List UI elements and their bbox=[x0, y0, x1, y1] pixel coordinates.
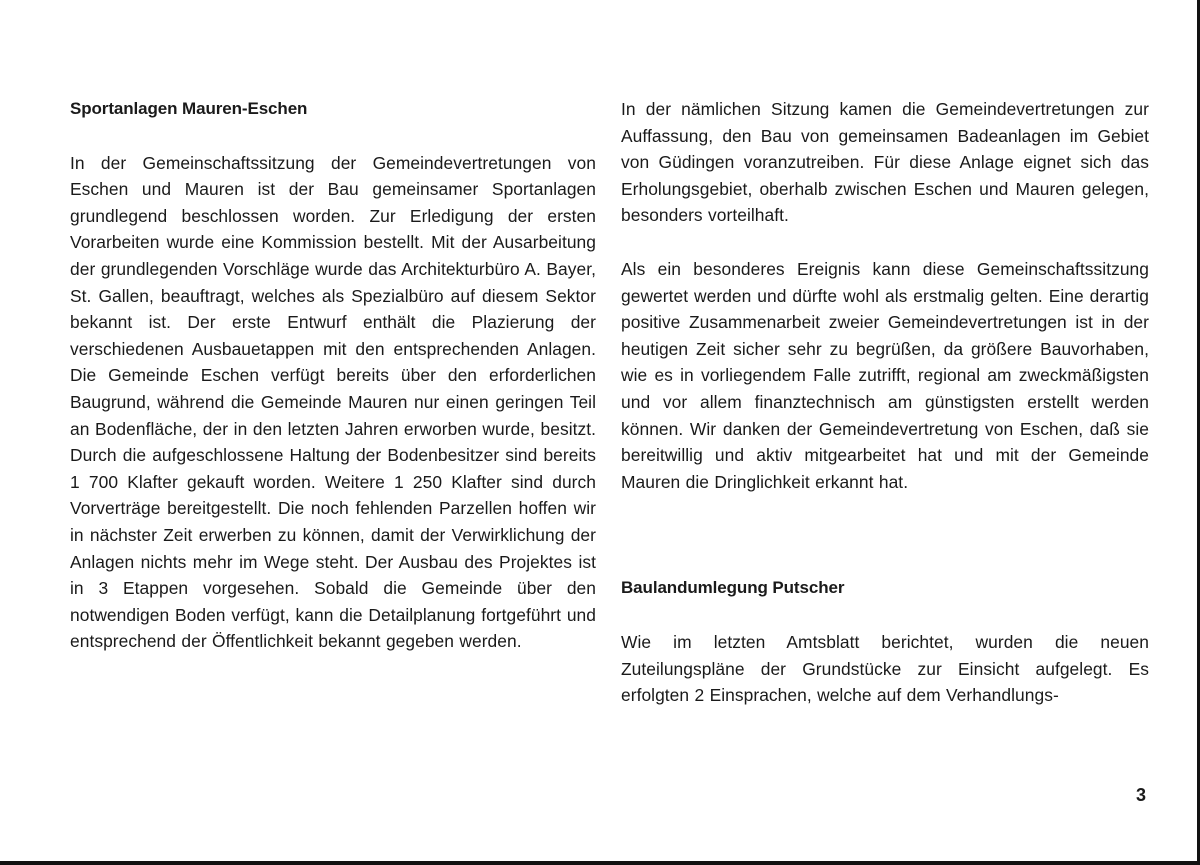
page-number: 3 bbox=[1136, 785, 1147, 805]
paragraph-baulandumlegung: Wie im letzten Amtsblatt berichtet, wurden die neuen Zuteilungspläne der Grundstücke zur Einsicht aufgelegt. Es erfolgten 2 Einsprachen, welche auf dem Verhandlungs- bbox=[621, 631, 1149, 706]
section-heading-baulandumlegung: Baulandumlegung Putscher bbox=[621, 578, 845, 598]
paragraph-gemeinschaftssitzung: Als ein besonderes Ereignis kann diese Gemeinschaftssitzung gewertet werden und dürfte wohl als erstmalig gelten. Eine derartig positive Zusammenarbeit zweier Gemeindevertretungen ist in der heutigen Zeit sicher sehr zu begrüßen, da größere Bauvorhaben, wie es in vorliegendem Falle zutrifft, regional am zweckmäßigsten und vor allem finanztechnisch am günstigsten erstellt werden können. Wir danken der Gemeindevertretung von Eschen, daß sie bereitwillig und aktiv mitgearbeitet hat und mit der Gemeinde Mauren die Dringlichkeit erkannt hat. bbox=[621, 258, 1149, 492]
paragraph-badeanlagen: In der nämlichen Sitzung kamen die Gemeindevertretungen zur Auffassung, den Bau von gemeinsamen Badeanlagen im Gebiet von Güdingen voranzutreiben. Für diese Anlage eignet sich das Erholungsgebiet, oberhalb zwischen Eschen und Mauren gelegen, besonders vorteilhaft. bbox=[621, 99, 1149, 226]
left-column bbox=[70, 92, 596, 655]
paragraph-sportanlagen: In der Gemeinschaftssitzung der Gemeindevertretungen von Eschen und Mauren ist der Bau gemeinsamer Sportanlagen grundlegend beschlossen worden. Zur Erledigung der ersten Vorarbeiten wurde eine Kommission bestellt. Mit der Ausarbeitung der grundlegenden Vorschläge wurde das Architekturbüro A. Bayer, St. Gallen, beauftragt, welches als Spezialbüro auf diesem Sektor bekannt ist. Der erste Entwurf enthält die Plazierung der verschiedenen Ausbauetappen mit den entsprechenden Anlagen. Die Gemeinde Eschen verfügt bereits über den erforderlichen Baugrund, während die Gemeinde Mauren nur einen geringen Teil an Bodenfläche, der in den letzten Jahren erworben wurde, besitzt. Durch die aufgeschlossene Haltung der Bodenbesitzer sind bereits 1 700 Klafter gekauft worden. Weitere 1 250 Klafter sind durch Vorverträge bereitgestellt. Die noch fehlenden Parzellen hoffen wir in nächster Zeit erwerben zu können, damit der Verwirklichung der Anlagen nichts mehr im Wege steht. Der Ausbau des Projektes ist in 3 Etappen vorgesehen. Sobald die Gemeinde über den notwendigen Boden verfügt, kann die Detailplanung fortgeführt und entsprechend der Öffentlichkeit bekannt gegeben werden. bbox=[70, 152, 596, 652]
section-heading-sportanlagen: Sportanlagen Mauren-Eschen bbox=[70, 99, 308, 118]
right-column bbox=[621, 92, 1149, 709]
